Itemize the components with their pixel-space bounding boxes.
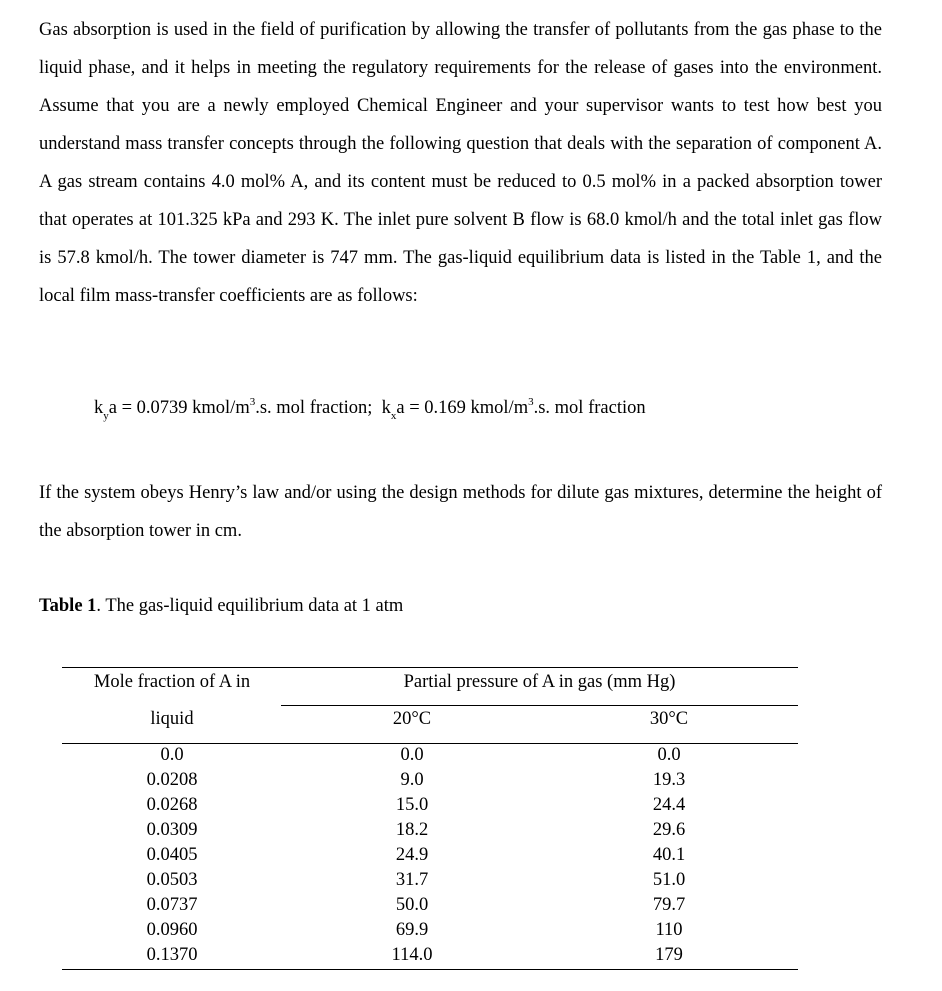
- kx-unit-tail: .s. mol fraction: [533, 398, 646, 418]
- column-mole-fraction: [62, 743, 282, 968]
- cell-mole-fraction: 0.0737: [146, 895, 198, 915]
- cell-mole-fraction: 0.1370: [146, 945, 198, 965]
- kx-exponent: 3: [528, 396, 534, 408]
- header-mole-fraction-line2: liquid: [150, 709, 194, 729]
- cell-pressure-20c: 9.0: [400, 770, 424, 790]
- cell-mole-fraction: 0.0309: [146, 820, 198, 840]
- cell-pressure-20c: 69.9: [395, 920, 429, 940]
- cell-pressure-30c: 29.6: [652, 820, 686, 840]
- header-20c: 20°C: [392, 709, 432, 729]
- ky-unit-tail: .s. mol fraction;: [255, 398, 373, 418]
- table-top-rule: [62, 667, 798, 668]
- cell-mole-fraction: 0.0208: [146, 770, 198, 790]
- cell-pressure-20c: 15.0: [395, 795, 429, 815]
- cell-pressure-20c: 24.9: [395, 845, 429, 865]
- table-bottom-rule: [62, 969, 798, 970]
- table-group-rule: [281, 705, 798, 706]
- cell-mole-fraction: 0.0960: [146, 920, 198, 940]
- mass-transfer-coefficients-formula: [94, 389, 646, 429]
- ky-value: a = 0.0739 kmol/m: [108, 398, 250, 418]
- cell-mole-fraction: 0.0: [160, 745, 184, 765]
- cell-pressure-30c: 179: [655, 945, 683, 965]
- kx-subscript: x: [390, 410, 397, 422]
- ky-subscript: y: [103, 410, 109, 422]
- cell-pressure-30c: 110: [655, 920, 683, 940]
- cell-mole-fraction: 0.0503: [146, 870, 198, 890]
- header-30c: 30°C: [649, 709, 689, 729]
- cell-pressure-30c: 79.7: [652, 895, 686, 915]
- ky-exponent: 3: [249, 396, 256, 408]
- problem-intro-paragraph: Gas absorption is used in the field of purification by allowing the transfer of pollutants from the gas phase to the liquid phase, and it helps in meeting the regulatory requirements for the release of gases into the environment. Assume that you are a newly employed Chemical Engineer and your supervisor wants to test how best you understand mass transfer concepts through the following question that deals with the separation of component A. A gas stream contains 4.0 mol% A, and its content must be reduced to 0.5 mol% in a packed absorption tower that operates at 101.325 kPa and 293 K. The inlet pure solvent B flow is 68.0 kmol/h and the total inlet gas flow is 57.8 kmol/h. The tower diameter is 747 mm. The gas-liquid equilibrium data is listed in the Table 1, and the local film mass-transfer coefficients are as follows:: [39, 20, 882, 306]
- header-partial-pressure: Partial pressure of A in gas (mm Hg): [403, 672, 676, 692]
- cell-pressure-30c: 0.0: [657, 745, 681, 765]
- ky-symbol: k: [94, 398, 104, 418]
- cell-pressure-20c: 18.2: [395, 820, 429, 840]
- kx-value: a = 0.169 kmol/m: [396, 398, 529, 418]
- cell-mole-fraction: 0.0268: [146, 795, 198, 815]
- table-caption-text: . The gas-liquid equilibrium data at 1 atm: [96, 596, 404, 616]
- cell-pressure-30c: 51.0: [652, 870, 686, 890]
- kx-symbol: k: [381, 398, 391, 418]
- cell-pressure-20c: 50.0: [395, 895, 429, 915]
- column-pressure-20c: [312, 743, 512, 968]
- cell-pressure-20c: 114.0: [391, 945, 433, 965]
- cell-pressure-20c: 31.7: [395, 870, 429, 890]
- cell-pressure-30c: 40.1: [652, 845, 686, 865]
- header-mole-fraction-line1: Mole fraction of A in: [93, 672, 251, 692]
- cell-pressure-30c: 19.3: [652, 770, 686, 790]
- column-pressure-30c: [569, 743, 769, 968]
- table-caption: [39, 587, 403, 625]
- cell-mole-fraction: 0.0405: [146, 845, 198, 865]
- cell-pressure-20c: 0.0: [400, 745, 424, 765]
- problem-question-paragraph: If the system obeys Henry’s law and/or using the design methods for dilute gas mixtures, determine the height of the absorption tower in cm.: [39, 483, 882, 541]
- cell-pressure-30c: 24.4: [652, 795, 686, 815]
- table-caption-label: Table 1: [39, 596, 97, 616]
